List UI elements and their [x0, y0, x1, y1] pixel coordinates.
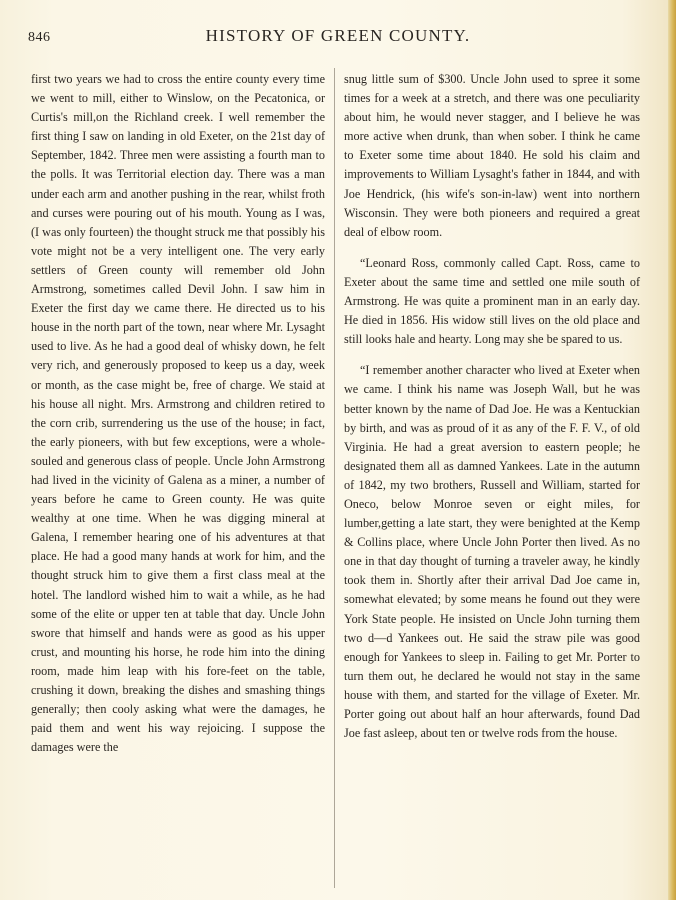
running-head-title: HISTORY OF GREEN COUNTY. — [205, 26, 471, 45]
right-paragraph-3: “I remember another character who lived at Exeter when we came. I think his name was Joseph Wall, but he was better known by the name of Dad Joe. He was a Kentuckian by birth, and was as proud of it as any of the F. F. V., of old Virginia. He had a great aversion to eastern people; he designated them all as damned Yankees. Late in the autumn of 1842, my two brothers, Russell and William, started for Oneco, below Monroe seven or eight miles, for lumber,getting a late start, they were benighted at the Kemp & Collins place, where Uncle John Porter then lived. As no one in that day thought of turning a traveler away, he kindly took them in. Shortly after their arrival Dad Joe came in, somewhat elevated; by some means he found out they were York State people. He insisted on Uncle John turning them two d—d Yankees out. He said the straw pile was good enough for Yankees to sleep in. Failing to get Mr. Porter to turn them out, he declared he would not stay in the same house with them, and started for the village of Exeter. Mr. Porter going out about half an hour afterwards, found Dad Joe fast asleep, about ten or twelve rods from the house. — [344, 363, 640, 741]
column-divider — [334, 68, 335, 888]
page-number: 846 — [28, 30, 51, 45]
right-paragraph-2: “Leonard Ross, commonly called Capt. Ross, came to Exeter about the same time and settled one mile south of Armstrong. He was quite a prominent man in an early day. He died in 1856. His widow still lives on the old place and still looks hale and hearty. Long may she be spared to us. — [344, 255, 640, 347]
left-column — [31, 70, 325, 757]
page-edge — [668, 0, 676, 900]
right-column — [344, 70, 640, 755]
left-paragraph-1: first two years we had to cross the entire county every time we went to mill, either to Winslow, on the Pecatonica, or Curtis's mill,on the Richland creek. I well remember the first thing I saw on landing in old Exeter, on the 21st day of September, 1842. Three men were assisting a fourth man to the polls. It was Territorial election day. There was a man under each arm and another pushing in the rear, whilst froth and curses were pouring out of his mouth. Young as I was, (I was only fourteen) the thought struck me that possibly his vote might not be a very intelligent one. The very early settlers of Green county will remember old John Armstrong, sometimes called Devil John. I saw him in Exeter the first day we came there. He directed us to his house in the north part of the town, near where Mr. Lysaght used to live. As he had a good deal of whisky down, he felt very rich, and generously proposed to keep us a day, week or month, as the case might be, free of charge. We staid at his house all night. Mrs. Armstrong and children retired to the corn crib, surrendering us the use of the house; in fact, the early pioneers, with but few exceptions, were a whole-souled and generous class of people. Uncle John Armstrong had lived in the vicinity of Galena as a miner, a number of years before he came to Green county. He was quite wealthy at one time. When he was digging mineral at Galena, I remember hearing one of his adventures at that place. He had a good many hands at work for him, and the thought struck him to give them a first class meal at the hotel. The landlord wished him to wait a while, as he had some of the elite or upper ten at table that day. Uncle John swore that himself and hands were as good as his upper crust, and mounting his horse, he rode him into the dining room, made him leap with his fore-feet on the table, crushing it down, breaking the dishes and smashing things generally; then cooly asking what were the damages, he paid them and went his way rejoicing. I suppose the damages were the — [31, 72, 325, 755]
right-paragraph-1: snug little sum of $300. Uncle John used to spree it some times for a week at a stretch, and there was one peculiarity about him, he would never stagger, and I believe he was more active when drunk, than when sober. I think he came to Exeter some time about 1840. He sold his claim and improvements to William Lysaght's father in 1844, and with Joe Hendrick, (his wife's son-in-law) went into northern Wisconsin. They were both pioneers and required a great deal of elbow room. — [344, 72, 640, 239]
